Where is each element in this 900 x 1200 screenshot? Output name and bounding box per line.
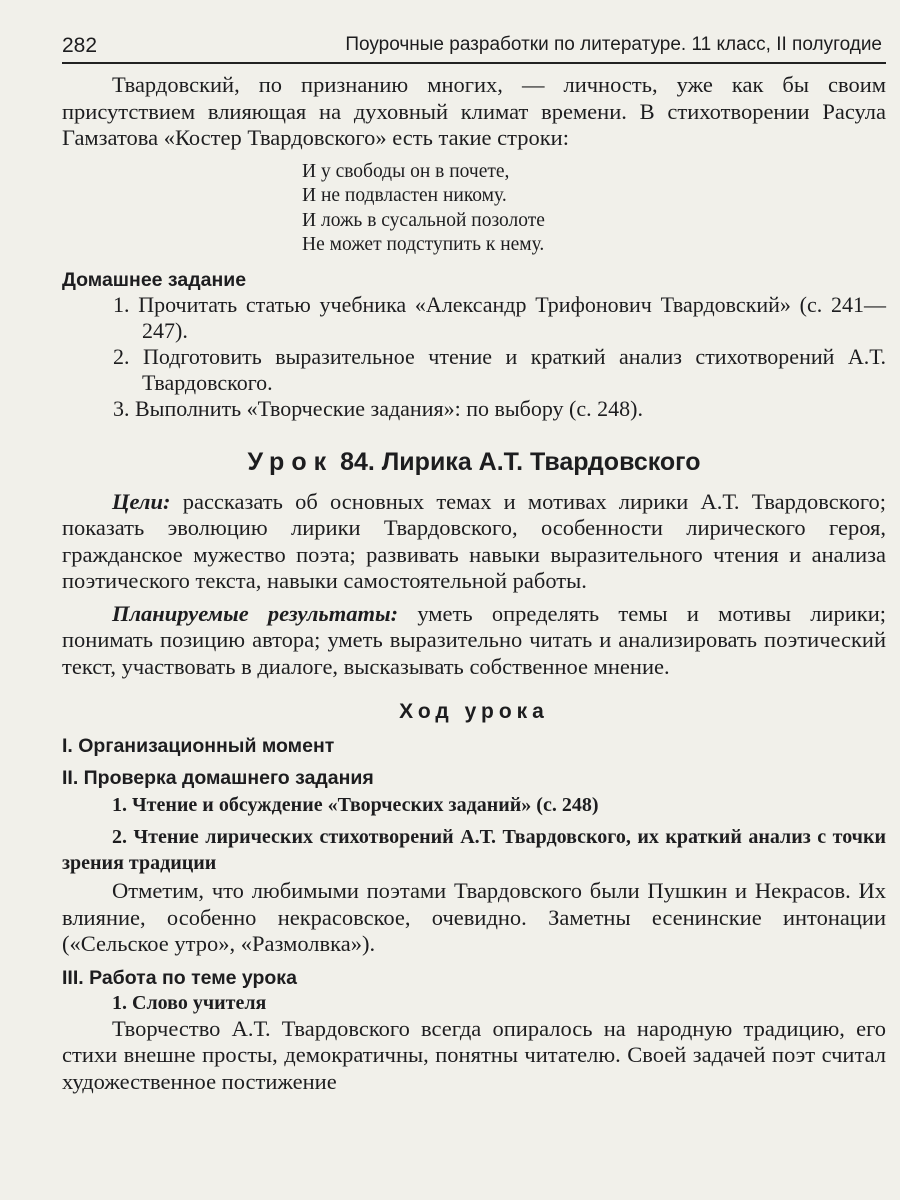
goals-label: Цели: [112, 488, 171, 514]
intro-paragraph: Твардовский, по признанию многих, — личность, уже как бы своим присутствием влияющая на духовный климат времени. В стихотворении Расула Гамзатова «Костер Твардовского» есть такие строки: [62, 72, 886, 150]
poem-line: Не может подступить к нему. [302, 234, 545, 255]
section-heading: I. Организационный момент [62, 735, 335, 757]
homework-item: 1. Прочитать статью учебника «Александр Трифонович Твардовский» (с. 241—247). [113, 291, 886, 343]
homework-item: 2. Подготовить выразительное чтение и краткий анализ стихотворений А.Т. Твардовского. [113, 343, 886, 395]
subsection-heading: 1. Слово учителя [112, 991, 267, 1014]
homework-heading: Домашнее задание [62, 268, 247, 291]
goals-text: рассказать об основных темах и мотивах лирики А.Т. Твардовского; показать эволюцию лирики Твардовского, особенности лирического героя, гражданское мужество поэта; развивать навыки выразительного чтения и анализа поэтического текста, навыки самостоятельной работы. [62, 488, 886, 593]
paragraph: Отметим, что любимыми поэтами Твардовского были Пушкин и Некрасов. Их влияние, особенно некрасовское, очевидно. Заметны есенинские интонации («Сельское утро», «Размолвка»). [62, 878, 886, 956]
page-header [62, 34, 882, 58]
lesson-label: Урок [247, 447, 334, 476]
page-body [62, 72, 886, 1095]
lesson-title [62, 448, 886, 477]
poem-line: И ложь в сусальной позолоте [302, 209, 545, 231]
results-paragraph [62, 601, 886, 681]
results-label: Планируемые результаты: [112, 600, 399, 626]
goals-paragraph [62, 489, 886, 595]
header-rule [62, 62, 886, 64]
subsection-heading: 2. Чтение лирических стихотворений А.Т. Твардовского, их краткий анализ с точки зрения традиции [62, 826, 886, 874]
lesson-name: 84. Лирика А.Т. Твардовского [340, 447, 701, 476]
course-heading: Ход урока [399, 700, 549, 723]
poem-line: И не подвластен никому. [302, 185, 507, 206]
homework-list [62, 292, 886, 422]
section-heading: III. Работа по теме урока [62, 966, 297, 989]
poem-quote [302, 160, 886, 258]
results-text: уметь определять темы и мотивы лирики; понимать позицию автора; уметь выразительно читать и анализировать поэтический текст, участвовать в диалоге, высказывать собственное мнение. [62, 600, 886, 679]
paragraph: Творчество А.Т. Твардовского всегда опиралось на народную традицию, его стихи внешне просты, демократичны, понятны читателю. Своей задачей поэт считал художественное постижение [62, 1015, 886, 1094]
page-number: 282 [62, 34, 98, 57]
running-title: Поурочные разработки по литературе. 11 класс, II полугодие [345, 34, 882, 55]
section-heading: II. Проверка домашнего задания [62, 767, 374, 789]
poem-line: И у свободы он в почете, [302, 160, 510, 182]
subsection-heading: 1. Чтение и обсуждение «Творческих заданий» (с. 248) [112, 794, 599, 816]
homework-item: 3. Выполнить «Творческие задания»: по выбору (с. 248). [113, 395, 643, 421]
